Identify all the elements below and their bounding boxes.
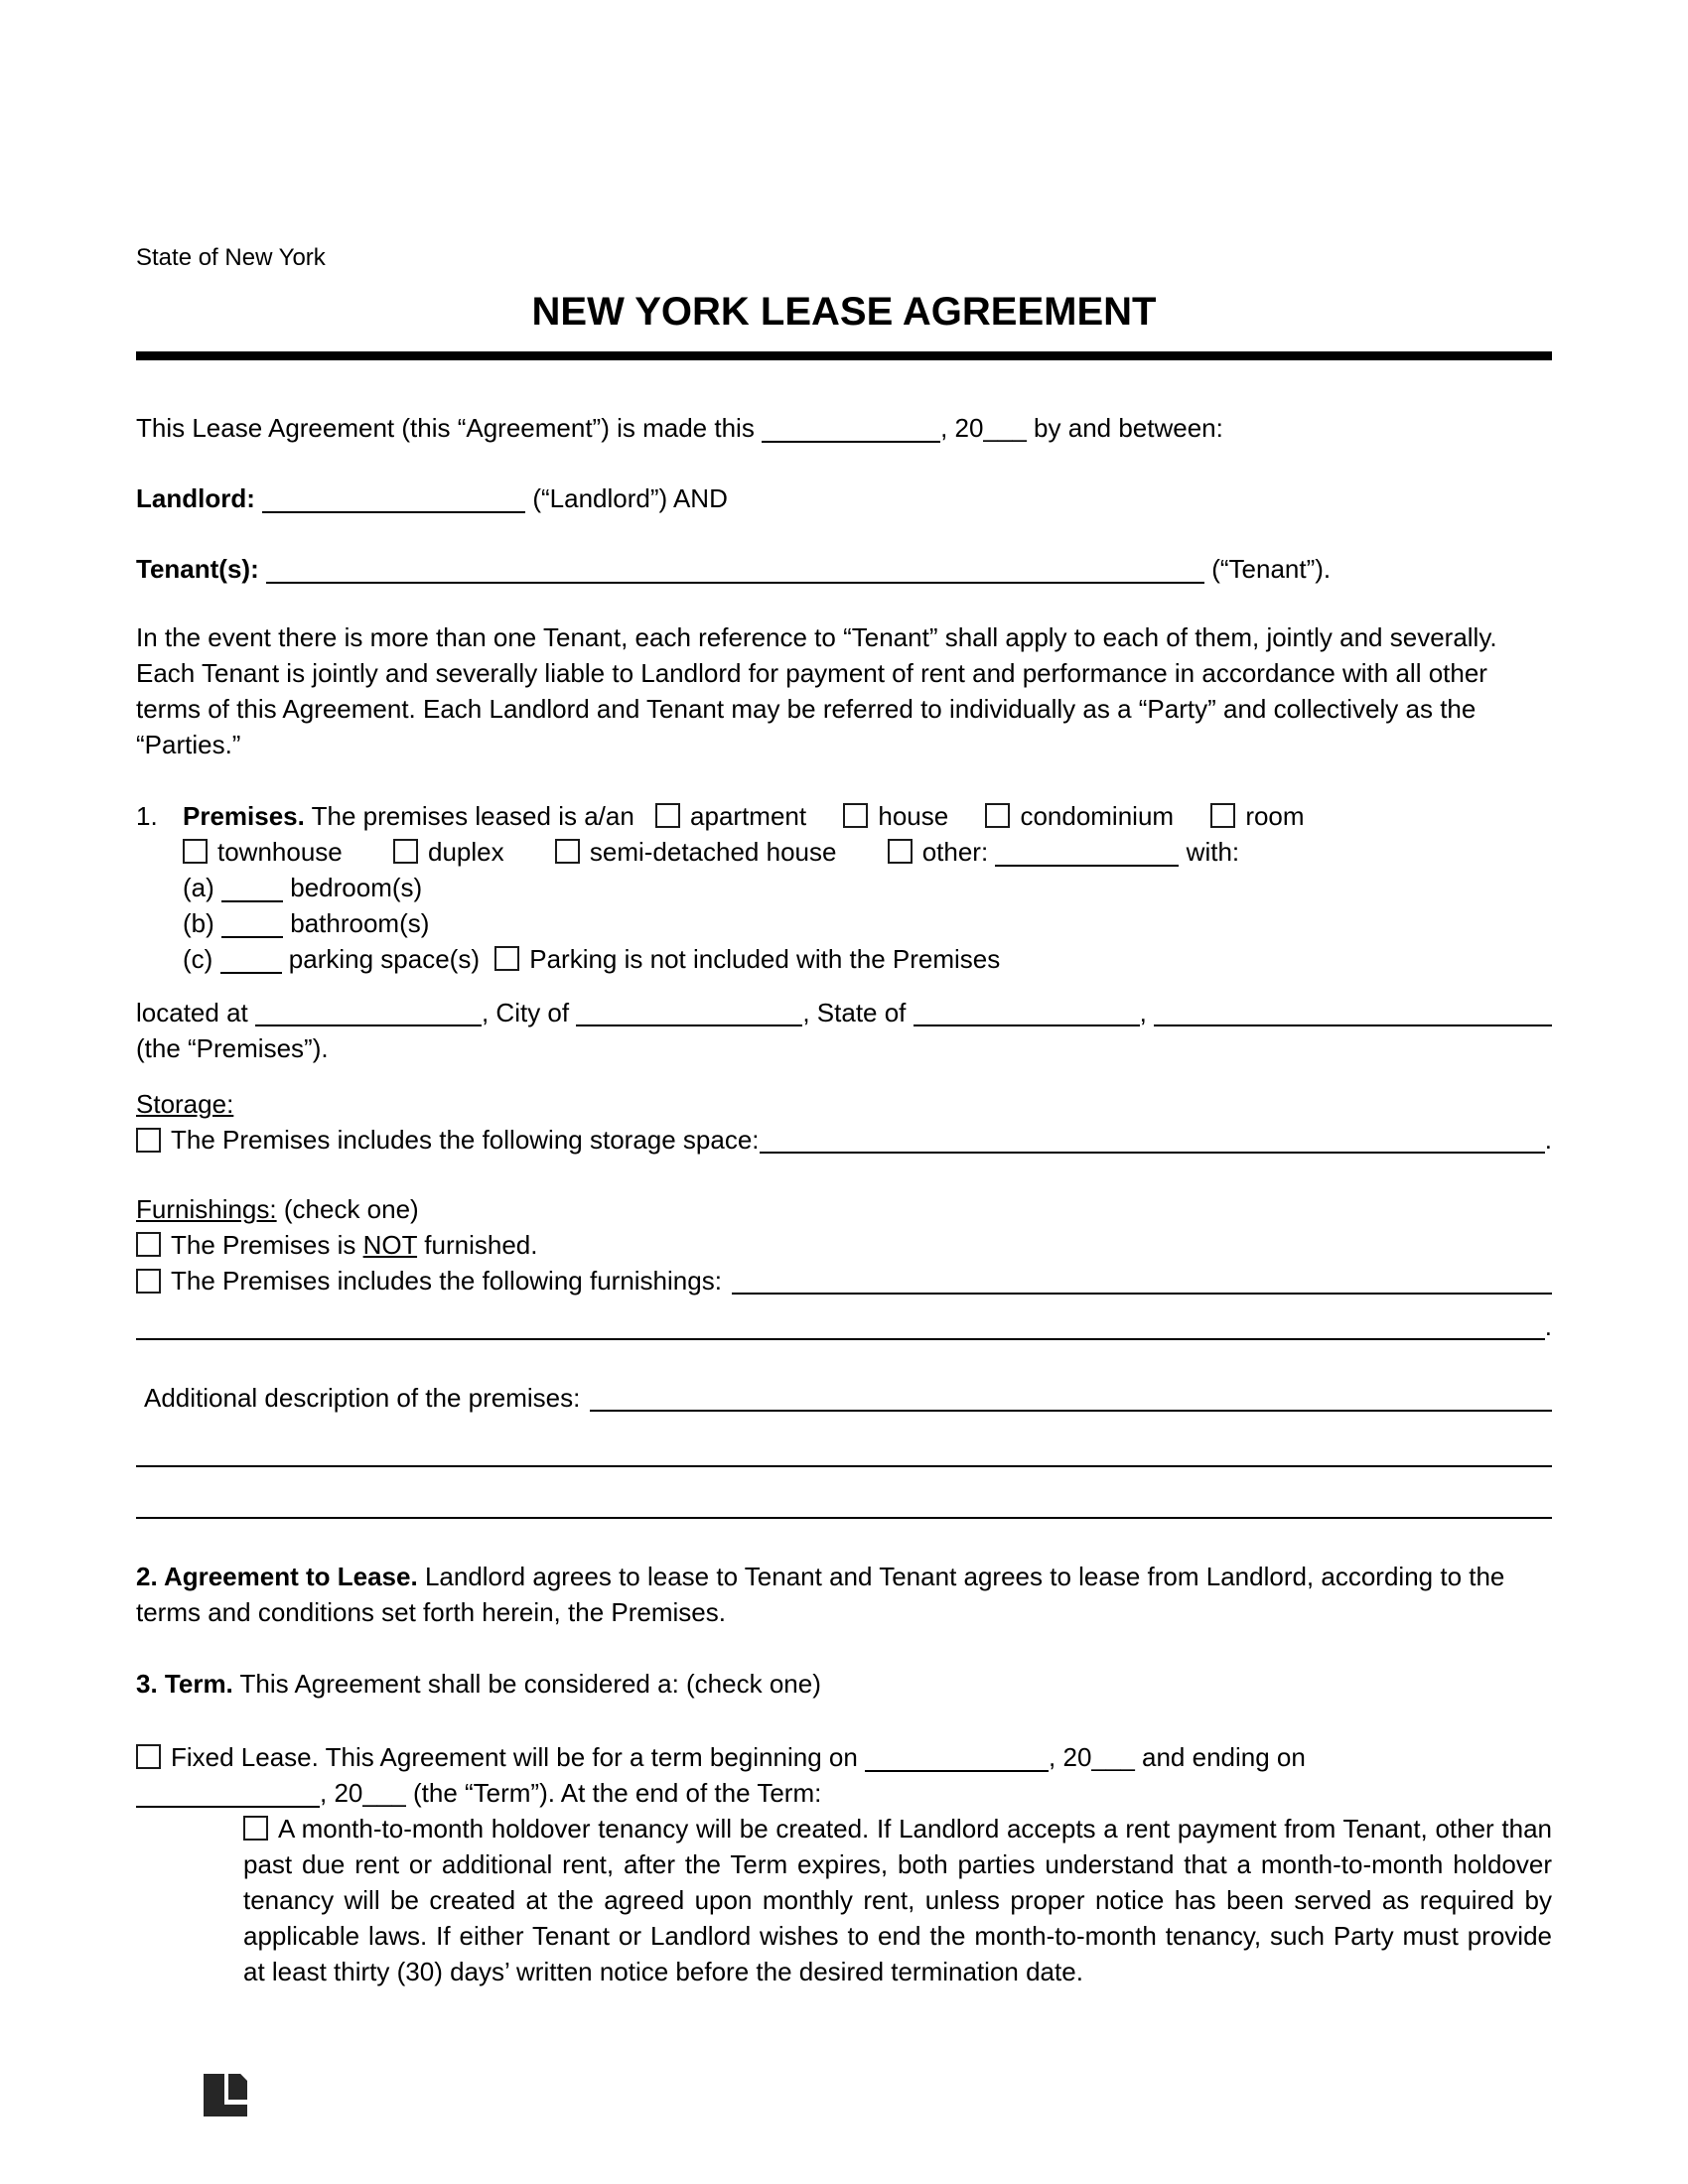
furnishings-heading: Furnishings:: [136, 1194, 277, 1224]
checkbox-house[interactable]: [843, 803, 868, 828]
premises-option-duplex: [393, 837, 504, 867]
item-b-prefix: (b): [183, 908, 214, 938]
title-divider: [136, 351, 1552, 360]
checkbox-semi-detached-house[interactable]: [555, 839, 580, 864]
checkbox-room[interactable]: [1210, 803, 1235, 828]
additional-description-label: Additional description of the premises:: [144, 1383, 581, 1413]
option-label-room: room: [1245, 801, 1305, 831]
term-section-heading-line: [136, 1666, 1552, 1702]
checkbox-furnishings-included[interactable]: [136, 1269, 161, 1294]
logo-bottom-bar: [204, 2105, 247, 2116]
agreement-to-lease-section: [136, 1559, 1552, 1630]
not-furnished-line: [136, 1227, 1552, 1263]
option-label-townhouse: townhouse: [217, 837, 343, 867]
furnishings-included-line: [136, 1263, 1552, 1298]
storage-section: [136, 1086, 1552, 1158]
checkbox-duplex[interactable]: [393, 839, 418, 864]
with-label: with:: [1186, 837, 1240, 867]
premises-type-row-2: [183, 834, 1552, 870]
term-body: This Agreement shall be considered a: (check one): [239, 1669, 821, 1699]
term-start-date-blank[interactable]: [865, 1770, 1049, 1772]
city-blank[interactable]: [576, 1024, 802, 1026]
premises-option-semi-detached: [555, 837, 837, 867]
fixed-lease-clause: [136, 1739, 1552, 1811]
furnishings-blank[interactable]: [732, 1293, 1552, 1295]
agreement-to-lease-body: Landlord agrees to lease to Tenant and Tenant agrees to lease from Landlord, according to the terms and conditions set forth herein, the Premises.: [136, 1562, 1505, 1627]
fixed-lease-post: , 20___ (the “Term”). At the end of the Term:: [320, 1778, 822, 1808]
tenant-line: [136, 551, 1552, 587]
parking-note: Parking is not included with the Premises: [529, 944, 1001, 974]
premises-type-row-1: [183, 798, 1552, 834]
parking-row: [183, 941, 1552, 977]
checkbox-other[interactable]: [888, 839, 913, 864]
additional-description-blank[interactable]: [590, 1410, 1552, 1412]
not-furnished-word: NOT: [362, 1230, 418, 1260]
premises-body: [183, 798, 1552, 977]
holdover-clause: [243, 1811, 1552, 1989]
additional-description-section: [136, 1380, 1552, 1519]
additional-write-line-2[interactable]: [136, 1481, 1552, 1519]
state-field-label: , State of: [802, 998, 914, 1027]
storage-space-blank[interactable]: [760, 1152, 1545, 1154]
parking-spaces-blank[interactable]: [220, 972, 282, 974]
intro-year: , 20___: [940, 413, 1027, 443]
checkbox-parking-not-included[interactable]: [494, 946, 519, 971]
intro-text: This Lease Agreement (this “Agreement”) is made this: [136, 413, 755, 443]
landlord-suffix: (“Landlord”) AND: [532, 483, 728, 513]
checkbox-holdover-tenancy[interactable]: [243, 1816, 268, 1841]
storage-checkbox-line: [136, 1122, 1552, 1158]
located-at-label: located at: [136, 998, 255, 1027]
parking-label: parking space(s): [288, 944, 480, 974]
city-label: , City of: [481, 998, 577, 1027]
premises-section: [136, 798, 1552, 977]
document-title: NEW YORK LEASE AGREEMENT: [531, 290, 1157, 334]
bedrooms-blank[interactable]: [221, 900, 283, 902]
joint-liability-clause: In the event there is more than one Tenant, each reference to “Tenant” shall apply to each of them, jointly and severally. Each Tenant is jointly and severally liable to Landlord for payment of rent and performance in accordance with all other terms of this Agreement. Each Landlord and Tenant may be referred to individually as a “Party” and collectively as the “Parties.”: [136, 622, 1497, 759]
holdover-text: A month-to-month holdover tenancy will be created. If Landlord accepts a rent payment from Tenant, other than past due rent or additional rent, after the Term expires, both parties understand that a month-to-month holdover tenancy will be created at the agreed upon monthly rent, unless proper notice has been served as required by applicable laws. If either Tenant or Landlord wishes to end the month-to-month tenancy, such Party must provide at least thirty (30) days’ written notice before the desired termination date.: [243, 1814, 1552, 1986]
checkbox-fixed-lease[interactable]: [136, 1744, 161, 1769]
premises-option-apartment: [655, 801, 806, 831]
option-label-duplex: duplex: [428, 837, 504, 867]
term-end-date-blank[interactable]: [136, 1806, 320, 1808]
state-label: State of New York: [136, 244, 326, 271]
located-at-line: [136, 995, 1552, 1030]
tenant-suffix: (“Tenant”).: [1211, 554, 1332, 584]
premises-lead: The premises leased is a/an: [311, 801, 634, 831]
option-label-apartment: apartment: [690, 801, 807, 831]
not-furnished-pre: The Premises is: [171, 1230, 356, 1260]
item-c-prefix: (c): [183, 944, 213, 974]
other-type-blank[interactable]: [995, 865, 1179, 867]
intro-text-end: by and between:: [1034, 413, 1223, 443]
fixed-lease-mid: , 20___ and ending on: [1049, 1742, 1306, 1772]
storage-period: .: [1544, 1125, 1552, 1155]
term-heading: 3. Term.: [136, 1669, 233, 1699]
premises-option-room: [1210, 801, 1304, 831]
bedrooms-label: bedroom(s): [290, 873, 423, 902]
fixed-lease-text: Fixed Lease. This Agreement will be for a term beginning on: [171, 1742, 858, 1772]
option-label-house: house: [878, 801, 949, 831]
made-date-blank[interactable]: [762, 441, 940, 443]
premises-option-house: [843, 801, 948, 831]
zip-blank[interactable]: [1154, 1024, 1552, 1026]
option-label-semi-detached: semi-detached house: [589, 837, 837, 867]
logo-document-icon: [228, 2074, 247, 2100]
premises-defined-suffix: (the “Premises”).: [136, 1033, 329, 1063]
checkbox-condominium[interactable]: [985, 803, 1010, 828]
premises-option-condominium: [985, 801, 1174, 831]
furnishings-included-label: The Premises includes the following furnishings:: [171, 1266, 722, 1296]
bathrooms-blank[interactable]: [221, 936, 283, 938]
premises-option-townhouse: [183, 837, 343, 867]
premises-number: 1.: [136, 801, 158, 831]
state-blank[interactable]: [914, 1024, 1140, 1026]
option-label-condominium: condominium: [1020, 801, 1175, 831]
intro-clause: [136, 410, 1552, 446]
furnishings-blank-2[interactable]: [136, 1338, 1545, 1340]
checkbox-townhouse[interactable]: [183, 839, 208, 864]
bathrooms-row: [183, 905, 1552, 941]
additional-description-line: [144, 1380, 1552, 1416]
furnishings-period: .: [1544, 1311, 1552, 1341]
agreement-to-lease-heading: 2. Agreement to Lease.: [136, 1562, 418, 1591]
furnishings-continuation-line: [136, 1308, 1552, 1344]
option-label-other: other:: [921, 837, 989, 867]
additional-write-line-1[interactable]: [136, 1430, 1552, 1467]
bathrooms-label: bathroom(s): [290, 908, 430, 938]
landlord-line: [136, 480, 1552, 516]
premises-option-other: [888, 837, 989, 867]
item-a-prefix: (a): [183, 873, 214, 902]
landlord-label: Landlord:: [136, 483, 255, 513]
landlord-name-blank[interactable]: [262, 511, 525, 513]
storage-heading: Storage:: [136, 1089, 234, 1119]
furnishings-section: [136, 1191, 1552, 1344]
legal-templates-logo: [204, 2074, 247, 2116]
street-address-blank[interactable]: [255, 1024, 482, 1026]
furnishings-note: (check one): [283, 1194, 419, 1224]
comma-separator: ,: [1139, 998, 1155, 1027]
storage-label: The Premises includes the following storage space:: [171, 1125, 760, 1155]
bedrooms-row: [183, 870, 1552, 905]
not-furnished-post: furnished.: [424, 1230, 538, 1260]
checkbox-apartment[interactable]: [655, 803, 680, 828]
furnishings-heading-line: [136, 1191, 1552, 1227]
premises-heading: Premises.: [183, 801, 305, 831]
tenant-names-blank[interactable]: [266, 582, 1204, 584]
checkbox-storage-included[interactable]: [136, 1128, 161, 1153]
checkbox-not-furnished[interactable]: [136, 1232, 161, 1257]
tenant-label: Tenant(s):: [136, 554, 259, 584]
